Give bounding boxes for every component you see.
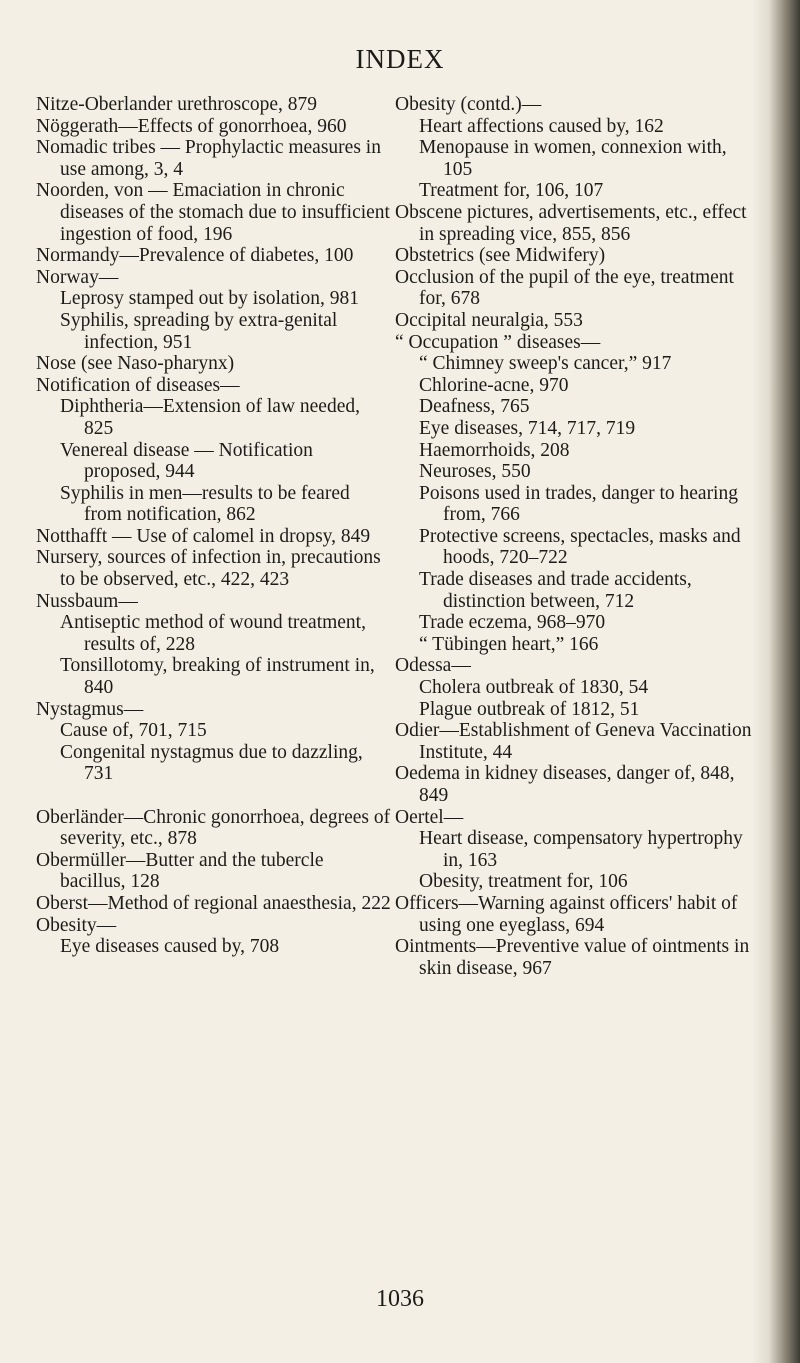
index-entry: Ointments—Preventive value of ointments in skin disease, 967 bbox=[395, 936, 750, 979]
index-entry: Nussbaum— bbox=[36, 590, 138, 612]
index-subentry: Obesity, treatment for, 106 bbox=[419, 871, 628, 893]
index-subentry: Neuroses, 550 bbox=[419, 461, 531, 483]
index-subentry: Venereal disease — Notification proposed, 944 bbox=[60, 439, 313, 483]
index-entry: Occlusion of the pupil of the eye, treatment for, 678 bbox=[395, 266, 734, 310]
index-subentry: Cause of, 701, 715 bbox=[60, 720, 207, 742]
index-subentry: Syphilis, spreading by extra-genital infection, 951 bbox=[60, 309, 338, 353]
index-subentry: Haemorrhoids, 208 bbox=[419, 439, 570, 461]
page-header: INDEX bbox=[355, 44, 445, 74]
index-subentry: Eye diseases, 714, 717, 719 bbox=[419, 417, 636, 439]
index-entry: Noorden, von — Emaciation in chronic diseases of the stomach due to insufficient ingestion of food, 196 bbox=[36, 180, 390, 245]
index-subentry: Deafness, 765 bbox=[419, 396, 530, 418]
index-subentry: Protective screens, spectacles, masks and hoods, 720–722 bbox=[419, 525, 741, 569]
index-subentry: Plague outbreak of 1812, 51 bbox=[419, 698, 640, 720]
left-column bbox=[36, 94, 392, 958]
index-entry: Oberst—Method of regional anaesthesia, 222 bbox=[36, 892, 391, 914]
index-subentry: Heart affections caused by, 162 bbox=[419, 115, 664, 137]
index-subentry: Cholera outbreak of 1830, 54 bbox=[419, 677, 649, 699]
index-subentry: Trade eczema, 968–970 bbox=[419, 612, 606, 634]
index-entry: Obscene pictures, advertisements, etc., effect in spreading vice, 855, 856 bbox=[395, 201, 747, 245]
index-entry: Obesity (contd.)— bbox=[395, 94, 542, 115]
right-column bbox=[395, 94, 757, 979]
index-entry: Nursery, sources of infection in, precautions to be observed, etc., 422, 423 bbox=[36, 547, 381, 591]
index-subentry: Heart disease, compensatory hypertrophy in, 163 bbox=[419, 828, 743, 871]
index-entry: Notthafft — Use of calomel in dropsy, 849 bbox=[36, 525, 371, 547]
index-subentry: Diphtheria—Extension of law needed, 825 bbox=[60, 396, 360, 439]
index-entry: Nöggerath—Effects of gonorrhoea, 960 bbox=[36, 115, 347, 137]
index-entry: Oberländer—Chronic gonorrhoea, degrees of severity, etc., 878 bbox=[36, 806, 391, 850]
index-subentry: Congenital nystagmus due to dazzling, 731 bbox=[60, 741, 363, 785]
index-entry: “ Occupation ” diseases— bbox=[395, 331, 601, 353]
index-entry: Oertel— bbox=[395, 806, 464, 828]
index-subentry: Leprosy stamped out by isolation, 981 bbox=[60, 288, 359, 310]
index-entry: Obesity— bbox=[36, 914, 117, 936]
page-edge-shadow bbox=[752, 0, 800, 1363]
index-subentry: Trade diseases and trade accidents, distinction between, 712 bbox=[419, 569, 692, 612]
index-entry: Nitze-Oberlander urethroscope, 879 bbox=[36, 94, 318, 115]
index-subentry: Poisons used in trades, danger to hearing from, 766 bbox=[419, 482, 738, 526]
index-entry: Norway— bbox=[36, 266, 119, 288]
page-number: 1036 bbox=[376, 1286, 424, 1312]
index-subentry: Syphilis in men—results to be feared from notification, 862 bbox=[60, 482, 350, 526]
index-entry: Obermüller—Butter and the tubercle bacillus, 128 bbox=[36, 849, 324, 893]
index-subentry: Menopause in women, connexion with, 105 bbox=[419, 137, 727, 180]
index-subentry: “ Tübingen heart,” 166 bbox=[419, 633, 599, 655]
index-entry: Nomadic tribes — Prophylactic measures in use among, 3, 4 bbox=[36, 137, 381, 180]
index-entry: Officers—Warning against officers' habit of using one eyeglass, 694 bbox=[395, 892, 738, 936]
index-entry: Normandy—Prevalence of diabetes, 100 bbox=[36, 245, 354, 267]
index-subentry: “ Chimney sweep's cancer,” 917 bbox=[419, 353, 672, 375]
index-entry: Nystagmus— bbox=[36, 698, 144, 720]
index-entry: Obstetrics (see Midwifery) bbox=[395, 245, 606, 267]
index-entry: Oedema in kidney diseases, danger of, 848, 849 bbox=[395, 763, 735, 806]
index-subentry: Eye diseases caused by, 708 bbox=[60, 936, 280, 958]
index-subentry: Chlorine-acne, 970 bbox=[419, 374, 569, 396]
index-subentry: Tonsillotomy, breaking of instrument in, 840 bbox=[60, 655, 375, 699]
index-subentry: Antiseptic method of wound treatment, results of, 228 bbox=[60, 612, 366, 655]
index-entry: Occipital neuralgia, 553 bbox=[395, 309, 583, 331]
index-entry: Notification of diseases— bbox=[36, 374, 240, 396]
index-entry: Odier—Establishment of Geneva Vaccination Institute, 44 bbox=[395, 720, 752, 763]
index-entry: Nose (see Naso-pharynx) bbox=[36, 353, 235, 375]
index-subentry: Treatment for, 106, 107 bbox=[419, 180, 604, 202]
index-entry: Odessa— bbox=[395, 655, 471, 677]
